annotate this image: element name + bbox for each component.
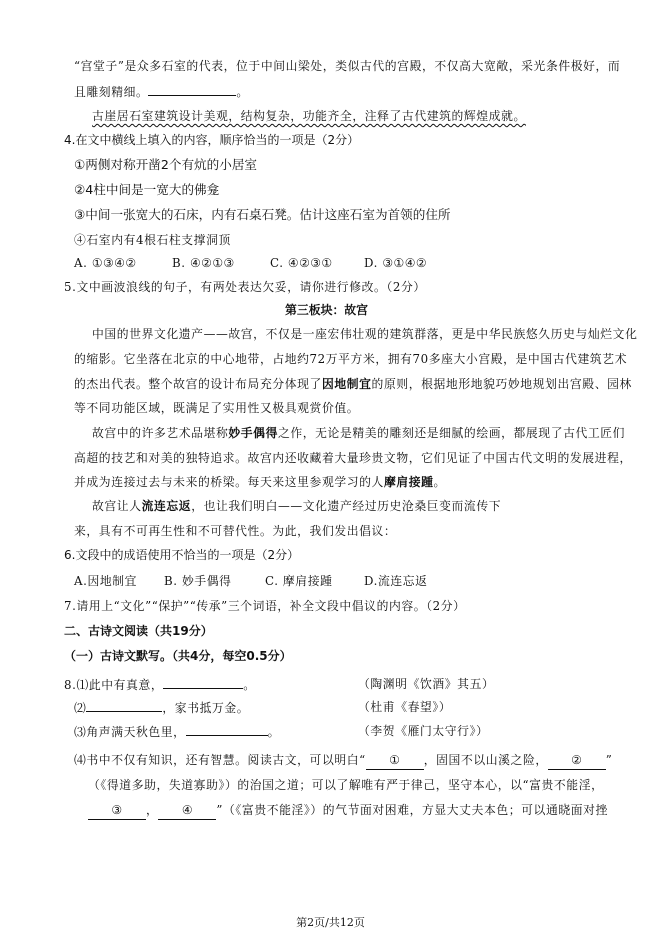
q6-stem: 6.文段中的成语使用不恰当的一项是（2分） bbox=[64, 548, 300, 562]
q8-l1b: 。 bbox=[243, 678, 256, 692]
q8-line-4 bbox=[74, 751, 612, 770]
gugong-p2-line-1 bbox=[92, 424, 625, 442]
q6-option-b: B. 妙手偶得 bbox=[164, 574, 232, 588]
q8-line-2 bbox=[74, 698, 249, 717]
intro-line-2-text: 且雕刻精细。 bbox=[74, 85, 149, 99]
q8-source-1: （陶渊明《饮酒》其五） bbox=[358, 677, 495, 691]
page-footer: 第2页/共12页 bbox=[296, 916, 365, 929]
gugong-p1-l3c: 的原则，根据地形地貌巧妙地规划出宫殿、园林 bbox=[371, 377, 632, 391]
q4-option-a: A. ①③④② bbox=[74, 256, 137, 270]
q5-stem: 5.文中画波浪线的句子，有两处表达欠妥，请你进行修改。（2分） bbox=[64, 280, 426, 294]
part2-subtitle: （一）古诗文默写。（共4分，每空0.5分） bbox=[64, 649, 292, 663]
intro-line-2-end: 。 bbox=[236, 85, 249, 99]
q8-blank-m1: ① bbox=[366, 751, 424, 770]
q6-option-c: C. 摩肩接踵 bbox=[265, 574, 333, 588]
gugong-p3-l1a: 故宫让人 bbox=[92, 499, 142, 513]
idiom-yindizhiyi: 因地制宜 bbox=[321, 377, 372, 391]
gugong-p1-line-1: 中国的世界文化遗产——故宫，不仅是一座宏伟壮观的建筑群落，更是中华民族悠久历史与灿烂文化 bbox=[92, 327, 638, 341]
q8-l3b: 。 bbox=[267, 725, 280, 739]
q6-option-d: D.流连忘返 bbox=[364, 574, 428, 588]
q8-line-1 bbox=[64, 675, 256, 694]
gugong-p3-line-1 bbox=[92, 497, 501, 515]
gugong-p2-line-3 bbox=[74, 473, 446, 491]
gugong-p1-line-4: 等不同功能区域，既满足了实用性又极具观赏价值。 bbox=[74, 401, 360, 415]
idiom-mojianjiezhong: 摩肩接踵 bbox=[383, 475, 434, 489]
intro-line-2 bbox=[74, 82, 249, 101]
idiom-miaoshououde: 妙手偶得 bbox=[228, 426, 278, 440]
q4-item-3: ③中间一张宽大的石床，内有石桌石凳。估计这座石室为首领的住所 bbox=[74, 207, 451, 222]
q4-stem: 4.在文中横线上填入的内容，顺序恰当的一项是（2分） bbox=[64, 133, 360, 147]
q8-blank-3 bbox=[186, 722, 268, 736]
gugong-p1-line-2: 的缩影。它坐落在北京的中心地带，占地约72万平方米，拥有70多座大小宫殿，是中国古代建筑艺术 bbox=[74, 352, 628, 366]
q8-l3a: ⑶角声满天秋色里， bbox=[74, 725, 186, 739]
gugong-p1-line-3 bbox=[74, 375, 632, 393]
q8-blank-m4: ④ bbox=[158, 801, 216, 820]
gugong-p2-line-2: 高超的技艺和对美的独特追求。故宫内还收藏着大量珍贵文物，它们见证了中国古代文明的发展进程， bbox=[74, 451, 632, 465]
q8-source-2: （杜甫《春望》） bbox=[358, 700, 452, 714]
gugong-p2-l3a: 并成为连接过去与未来的桥梁。每天来这里参观学习的人 bbox=[74, 475, 384, 489]
q4-option-c: C. ④②③① bbox=[270, 256, 333, 270]
q8-line-6 bbox=[88, 801, 608, 820]
q6-option-a: A.因地制宜 bbox=[74, 574, 138, 588]
q4-item-4: ④石室内有4根石柱支撑洞顶 bbox=[74, 233, 231, 247]
q8-blank-2 bbox=[86, 698, 162, 712]
q4-option-b: B. ④②①③ bbox=[172, 256, 235, 270]
q8-l1a: 8.⑴此中有真意， bbox=[64, 678, 164, 692]
q4-option-d: D. ③①④② bbox=[364, 256, 428, 270]
gugong-p2-l1a: 故宫中的许多艺术品堪称 bbox=[92, 426, 229, 440]
intro-line-1: “宫堂子”是众多石室的代表，位于中间山梁处，类似古代的宫殿，不仅高大宽敞，采光条件极好，而 bbox=[74, 59, 621, 73]
gugong-p1-l3a: 的杰出代表。整个故宫的设计布局充分体现了 bbox=[74, 377, 322, 391]
q8-l4c: ” bbox=[605, 753, 613, 767]
idiom-liulianwangfan: 流连忘返 bbox=[141, 499, 192, 513]
q8-l4a: ⑷书中不仅有知识，还有智慧。阅读古文，可以明白“ bbox=[74, 753, 366, 767]
wavy-sentence: 古崖居石室建筑设计美观，结构复杂，功能齐全，注释了古代建筑的辉煌成就。 bbox=[92, 109, 526, 123]
q8-blank-1 bbox=[163, 675, 243, 689]
gugong-p2-l1c: 之作，无论是精美的雕刻还是细腻的绘画，都展现了古代工匠们 bbox=[277, 426, 626, 440]
section3-title: 第三板块：故宫 bbox=[285, 303, 369, 317]
q7-stem: 7.请用上“文化”“保护”“传承”三个词语，补全文段中倡议的内容。（2分） bbox=[64, 599, 466, 613]
q8-source-3: （李贺《雁门太守行》） bbox=[358, 724, 489, 738]
q8-l4b: ，固国不以山溪之险， bbox=[423, 753, 548, 767]
q4-item-2: ②4柱中间是一宽大的佛龛 bbox=[74, 182, 220, 197]
q8-l2b: ，家书抵万金。 bbox=[162, 701, 250, 715]
q8-l2a: ⑵ bbox=[74, 701, 87, 715]
q8-l6b: ”（《富贵不能淫》）的气节面对困难，方显大丈夫本色；可以通晓面对挫 bbox=[216, 803, 608, 817]
intro-line-3 bbox=[92, 107, 526, 125]
gugong-p3-l1c: ，也让我们明白——文化遗产经过历史沧桑巨变而流传下 bbox=[191, 499, 502, 513]
part2-title: 二、古诗文阅读（共19分） bbox=[64, 624, 213, 638]
gugong-p2-l3c: 。 bbox=[433, 475, 446, 489]
q8-blank-m2: ② bbox=[548, 751, 606, 770]
q8-blank-m3: ③ bbox=[88, 801, 146, 820]
q4-item-1: ①两侧对称开凿2个有炕的小居室 bbox=[74, 157, 258, 172]
q8-line-5: （《得道多助，失道寡助》）的治国之道；可以了解唯有严于律己，坚守本心，以“富贵不能淫， bbox=[88, 778, 604, 792]
q8-line-3 bbox=[74, 722, 280, 741]
intro-blank bbox=[148, 82, 236, 96]
q8-l6a: ， bbox=[146, 803, 159, 817]
gugong-p3-line-2: 来，具有不可再生性和不可替代性。为此，我们发出倡议： bbox=[74, 524, 397, 538]
